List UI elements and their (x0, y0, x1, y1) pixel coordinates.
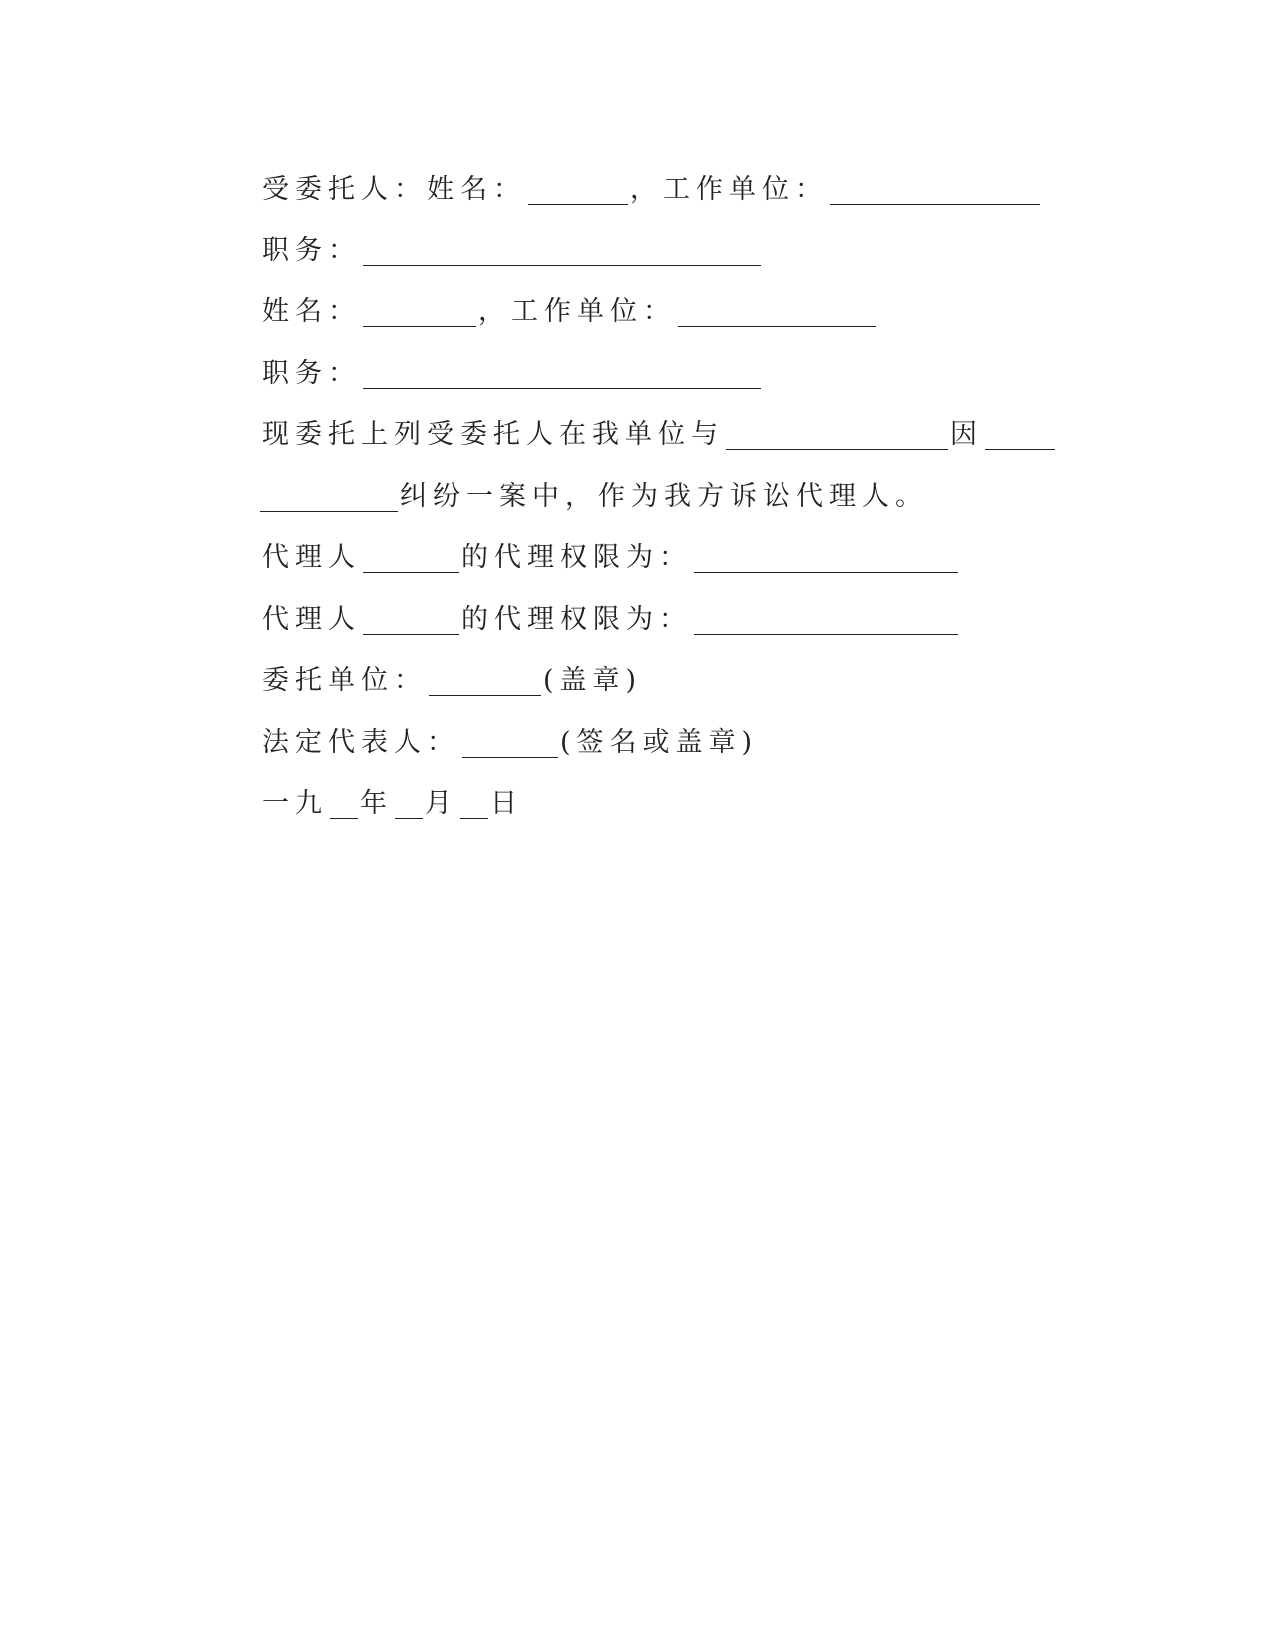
line-dispute-statement (262, 477, 928, 517)
name-blank[interactable] (363, 298, 476, 327)
opposing-party-blank[interactable] (726, 421, 948, 450)
reason-blank-end[interactable] (260, 483, 398, 512)
year-blank[interactable] (330, 790, 358, 819)
entrust-text: 现委托上列受委托人在我单位与 (262, 419, 724, 450)
line-entrust-statement (262, 415, 1057, 455)
work-unit-label: 工作单位： (663, 174, 828, 205)
authority-blank[interactable] (694, 606, 958, 635)
work-unit-blank[interactable] (830, 176, 1040, 205)
year-label: 年 (360, 788, 393, 819)
because-text: 因 (950, 419, 983, 450)
position-blank[interactable] (363, 237, 761, 266)
line-entrusted-person-1 (262, 170, 1042, 210)
line-position-1 (262, 231, 763, 271)
seal-note: (盖章) (543, 665, 643, 696)
comma: ， (478, 296, 511, 327)
position-blank[interactable] (363, 360, 761, 389)
line-agent-authority-2 (262, 600, 960, 640)
month-blank[interactable] (395, 790, 423, 819)
position-label: 职务： (262, 235, 361, 266)
authority-label: 的代理权限为： (461, 542, 692, 573)
comma: ， (630, 174, 663, 205)
line-entrusting-unit (262, 661, 642, 701)
day-label: 日 (490, 788, 523, 819)
legal-representative-blank[interactable] (462, 729, 558, 758)
work-unit-label: 工作单位： (511, 296, 676, 327)
reason-blank-start[interactable] (985, 421, 1055, 450)
work-unit-blank[interactable] (678, 298, 876, 327)
month-label: 月 (425, 788, 458, 819)
line-legal-representative (262, 723, 758, 763)
line-entrusted-person-2 (262, 292, 878, 332)
line-date (262, 784, 523, 824)
agent-name-blank[interactable] (363, 544, 459, 573)
entrusting-unit-label: 委托单位： (262, 665, 427, 696)
entrusted-name-label: 受委托人：姓名： (262, 174, 526, 205)
name-label: 姓名： (262, 296, 361, 327)
authority-label: 的代理权限为： (461, 604, 692, 635)
entrusting-unit-blank[interactable] (429, 667, 541, 696)
year-prefix: 一九 (262, 788, 328, 819)
position-label: 职务： (262, 358, 361, 389)
signature-note: (签名或盖章) (560, 727, 759, 758)
agent-label: 代理人 (262, 604, 361, 635)
dispute-text: 纠纷一案中，作为我方诉讼代理人。 (400, 481, 928, 512)
line-position-2 (262, 354, 763, 394)
agent-label: 代理人 (262, 542, 361, 573)
line-agent-authority-1 (262, 538, 960, 578)
legal-representative-label: 法定代表人： (262, 727, 460, 758)
authority-blank[interactable] (694, 544, 958, 573)
day-blank[interactable] (460, 790, 488, 819)
name-blank[interactable] (528, 176, 628, 205)
agent-name-blank[interactable] (363, 606, 459, 635)
